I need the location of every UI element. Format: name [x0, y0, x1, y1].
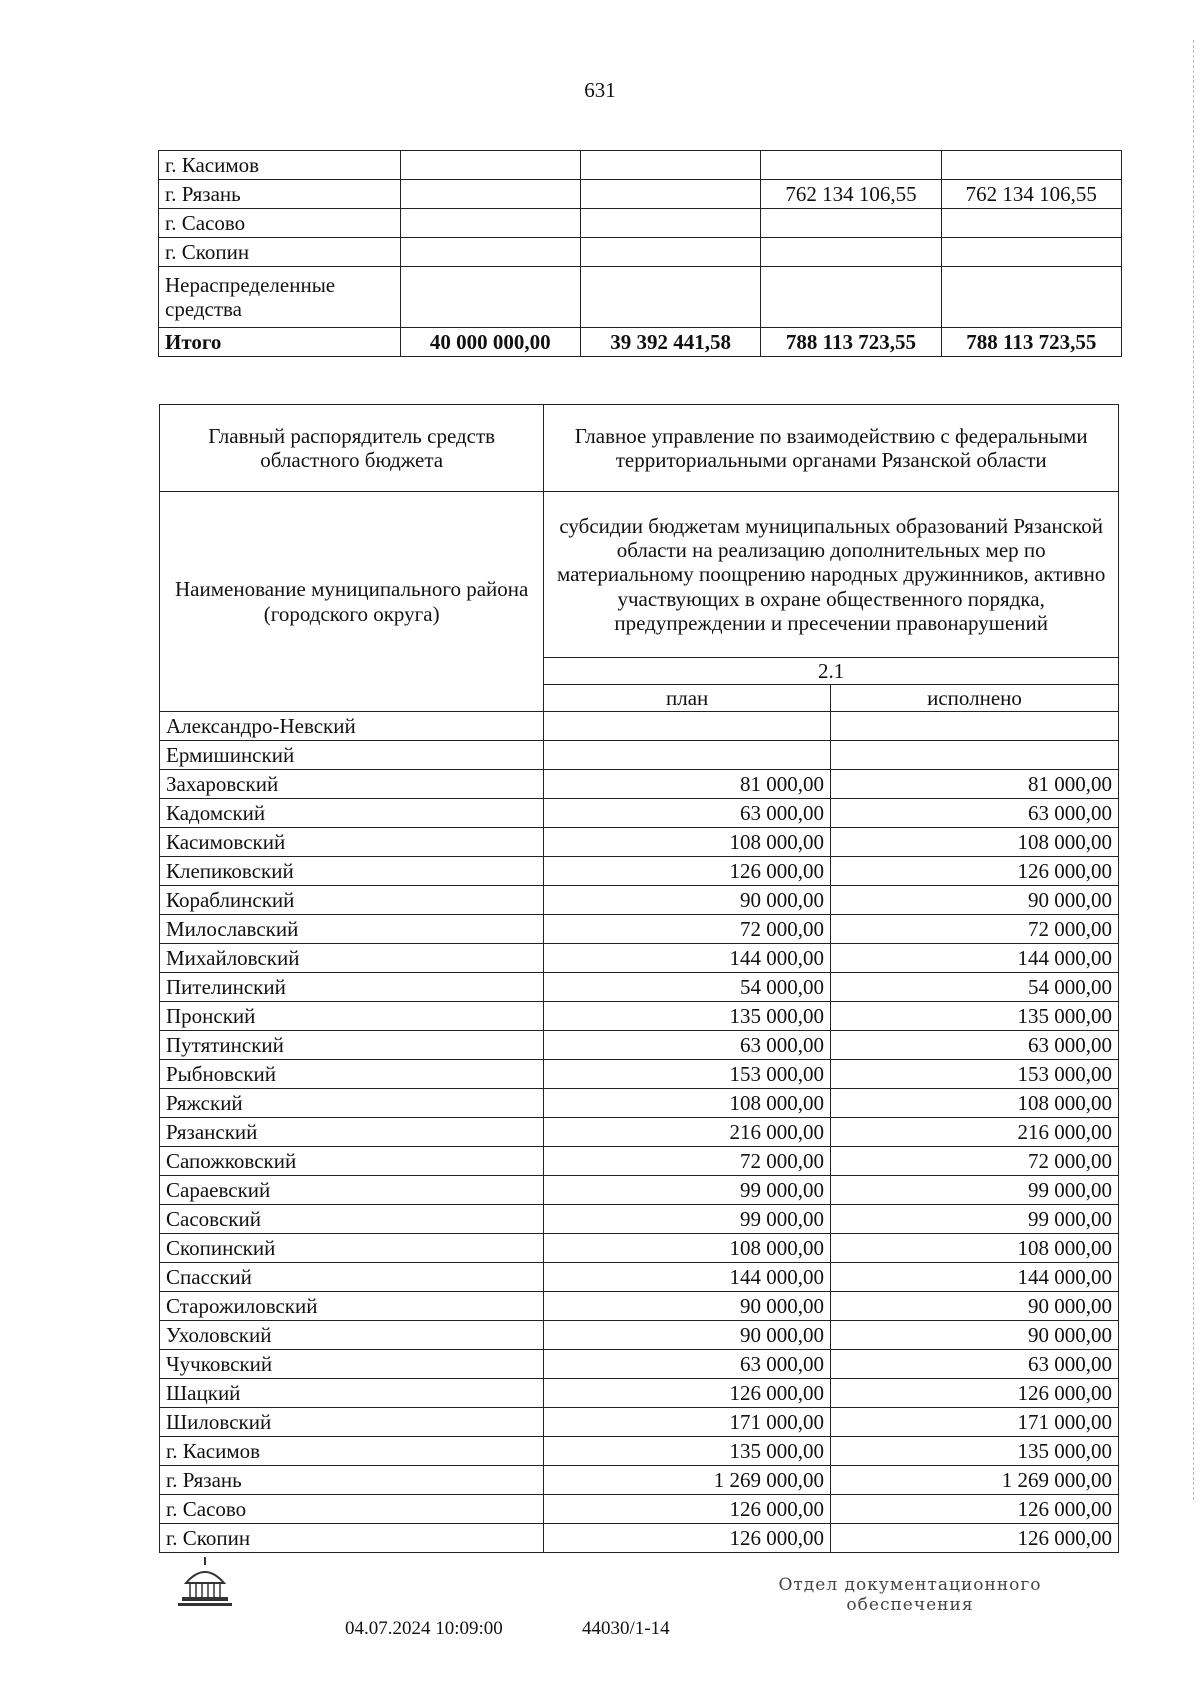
top-table-value-cell	[580, 267, 760, 328]
district-name-cell: Старожиловский	[160, 1292, 544, 1321]
plan-value-cell: 63 000,00	[544, 1031, 831, 1060]
district-row	[160, 799, 1119, 828]
plan-value-cell: 90 000,00	[544, 1321, 831, 1350]
done-value-cell: 126 000,00	[830, 857, 1118, 886]
header-row-subsidy	[160, 492, 1119, 658]
plan-value-cell: 135 000,00	[544, 1437, 831, 1466]
top-table-row	[159, 267, 1122, 328]
plan-value-cell: 153 000,00	[544, 1060, 831, 1089]
top-table-total-row	[159, 328, 1122, 357]
plan-value-cell: 108 000,00	[544, 828, 831, 857]
done-value-cell: 54 000,00	[830, 973, 1118, 1002]
top-table-value-cell	[761, 151, 941, 180]
district-name-cell: Клепиковский	[160, 857, 544, 886]
top-table-name-cell: Итого	[159, 328, 401, 357]
header-row-administrator	[160, 405, 1119, 492]
done-value-cell	[830, 741, 1118, 770]
district-row	[160, 770, 1119, 799]
done-value-cell: 90 000,00	[830, 886, 1118, 915]
plan-value-cell: 81 000,00	[544, 770, 831, 799]
done-value-cell: 126 000,00	[830, 1495, 1118, 1524]
top-table-value-cell: 762 134 106,55	[941, 180, 1121, 209]
district-row	[160, 886, 1119, 915]
top-table	[158, 150, 1122, 357]
done-value-cell: 126 000,00	[830, 1379, 1118, 1408]
plan-value-cell	[544, 741, 831, 770]
done-value-cell: 144 000,00	[830, 1263, 1118, 1292]
district-row	[160, 1379, 1119, 1408]
top-table-value-cell	[400, 180, 580, 209]
top-table-value-cell	[580, 180, 760, 209]
top-table-value-cell	[400, 209, 580, 238]
district-name-cell: г. Сасово	[160, 1495, 544, 1524]
plan-value-cell: 99 000,00	[544, 1176, 831, 1205]
plan-value-cell: 99 000,00	[544, 1205, 831, 1234]
top-table-value-cell	[580, 209, 760, 238]
district-name-cell: Сасовский	[160, 1205, 544, 1234]
top-table-row	[159, 180, 1122, 209]
head-subsidy-description: субсидии бюджетам муниципальных образований Рязанской области на реализацию дополнительных мер по материальному поощрению народных дружинников, активно участвующих в охране общественного порядка, предупреждении и пресечении правонарушений	[544, 492, 1119, 658]
done-value-cell: 153 000,00	[830, 1060, 1118, 1089]
district-name-cell: Михайловский	[160, 944, 544, 973]
head-administrator-value: Главное управление по взаимодействию с федеральными территориальными органами Рязанской области	[544, 405, 1119, 492]
top-table-row	[159, 209, 1122, 238]
plan-value-cell: 216 000,00	[544, 1118, 831, 1147]
plan-value-cell: 63 000,00	[544, 799, 831, 828]
district-name-cell: Спасский	[160, 1263, 544, 1292]
district-name-cell: г. Касимов	[160, 1437, 544, 1466]
done-value-cell: 72 000,00	[830, 915, 1118, 944]
page-number: 631	[584, 78, 616, 102]
head-plan: план	[544, 685, 831, 712]
plan-value-cell: 126 000,00	[544, 1379, 831, 1408]
district-name-cell: Кораблинский	[160, 886, 544, 915]
district-name-cell: г. Рязань	[160, 1466, 544, 1495]
district-name-cell: Сапожковский	[160, 1147, 544, 1176]
plan-value-cell: 108 000,00	[544, 1089, 831, 1118]
district-name-cell: Касимовский	[160, 828, 544, 857]
top-table-name-cell: Нераспределенные средства	[159, 267, 401, 328]
footer-datetime: 04.07.2024 10:09:00	[345, 1618, 503, 1639]
done-value-cell: 108 000,00	[830, 828, 1118, 857]
done-value-cell: 216 000,00	[830, 1118, 1118, 1147]
district-row	[160, 1147, 1119, 1176]
district-name-cell: Сараевский	[160, 1176, 544, 1205]
district-name-cell: Кадомский	[160, 799, 544, 828]
district-name-cell: Рязанский	[160, 1118, 544, 1147]
top-table-value-cell: 40 000 000,00	[400, 328, 580, 357]
district-row	[160, 1234, 1119, 1263]
plan-value-cell	[544, 712, 831, 741]
district-row	[160, 944, 1119, 973]
done-value-cell	[830, 712, 1118, 741]
top-table-value-cell	[761, 238, 941, 267]
plan-value-cell: 108 000,00	[544, 1234, 831, 1263]
plan-value-cell: 144 000,00	[544, 944, 831, 973]
district-row	[160, 1524, 1119, 1553]
district-row	[160, 1321, 1119, 1350]
district-row	[160, 712, 1119, 741]
district-row	[160, 1408, 1119, 1437]
top-table-value-cell	[941, 238, 1121, 267]
top-table-value-cell	[941, 209, 1121, 238]
head-done: исполнено	[830, 685, 1118, 712]
district-name-cell: Александро-Невский	[160, 712, 544, 741]
done-value-cell: 144 000,00	[830, 944, 1118, 973]
district-row	[160, 1437, 1119, 1466]
plan-value-cell: 72 000,00	[544, 915, 831, 944]
top-table-value-cell: 762 134 106,55	[761, 180, 941, 209]
done-value-cell: 63 000,00	[830, 799, 1118, 828]
done-value-cell: 171 000,00	[830, 1408, 1118, 1437]
head-administrator-label: Главный распорядитель средств областного бюджета	[160, 405, 544, 492]
scan-edge-marks	[1193, 40, 1200, 1500]
done-value-cell: 126 000,00	[830, 1524, 1118, 1553]
plan-value-cell: 144 000,00	[544, 1263, 831, 1292]
district-name-cell: г. Скопин	[160, 1524, 544, 1553]
district-row	[160, 1350, 1119, 1379]
top-table-value-cell	[761, 209, 941, 238]
plan-value-cell: 126 000,00	[544, 857, 831, 886]
top-table-name-cell: г. Сасово	[159, 209, 401, 238]
plan-value-cell: 171 000,00	[544, 1408, 831, 1437]
district-row	[160, 1089, 1119, 1118]
top-table-row	[159, 151, 1122, 180]
done-value-cell: 90 000,00	[830, 1292, 1118, 1321]
district-name-cell: Путятинский	[160, 1031, 544, 1060]
top-table-value-cell	[400, 267, 580, 328]
plan-value-cell: 54 000,00	[544, 973, 831, 1002]
top-table-body	[159, 151, 1122, 357]
district-name-cell: Пронский	[160, 1002, 544, 1031]
top-table-value-cell	[580, 151, 760, 180]
district-row	[160, 1002, 1119, 1031]
district-row	[160, 857, 1119, 886]
done-value-cell: 108 000,00	[830, 1234, 1118, 1263]
district-name-cell: Ухоловский	[160, 1321, 544, 1350]
top-table-name-cell: г. Касимов	[159, 151, 401, 180]
done-value-cell: 99 000,00	[830, 1176, 1118, 1205]
plan-value-cell: 90 000,00	[544, 886, 831, 915]
district-name-cell: Ряжский	[160, 1089, 544, 1118]
district-row	[160, 1176, 1119, 1205]
district-name-cell: Рыбновский	[160, 1060, 544, 1089]
top-table-value-cell	[941, 151, 1121, 180]
duma-logo-icon	[172, 1553, 238, 1609]
top-table-name-cell: г. Рязань	[159, 180, 401, 209]
district-row	[160, 828, 1119, 857]
district-row	[160, 1466, 1119, 1495]
main-table-body	[160, 405, 1119, 1553]
top-table-value-cell	[400, 151, 580, 180]
district-row	[160, 1263, 1119, 1292]
district-name-cell: Скопинский	[160, 1234, 544, 1263]
district-row	[160, 1292, 1119, 1321]
done-value-cell: 108 000,00	[830, 1089, 1118, 1118]
district-row	[160, 1031, 1119, 1060]
district-row	[160, 1205, 1119, 1234]
done-value-cell: 99 000,00	[830, 1205, 1118, 1234]
department-stamp: Отдел документационного обеспечения	[778, 1575, 1042, 1615]
top-table-value-cell	[761, 267, 941, 328]
done-value-cell: 72 000,00	[830, 1147, 1118, 1176]
footer-doc-number: 44030/1-14	[582, 1618, 670, 1639]
top-table-row	[159, 238, 1122, 267]
top-table-name-cell: г. Скопин	[159, 238, 401, 267]
district-row	[160, 1118, 1119, 1147]
district-row	[160, 973, 1119, 1002]
top-table-value-cell	[400, 238, 580, 267]
plan-value-cell: 72 000,00	[544, 1147, 831, 1176]
district-row	[160, 1060, 1119, 1089]
district-row	[160, 1495, 1119, 1524]
plan-value-cell: 63 000,00	[544, 1350, 831, 1379]
district-row	[160, 741, 1119, 770]
plan-value-cell: 126 000,00	[544, 1495, 831, 1524]
district-name-cell: Шиловский	[160, 1408, 544, 1437]
done-value-cell: 90 000,00	[830, 1321, 1118, 1350]
done-value-cell: 135 000,00	[830, 1002, 1118, 1031]
district-row	[160, 915, 1119, 944]
done-value-cell: 63 000,00	[830, 1350, 1118, 1379]
head-district-label: Наименование муниципального района (городского округа)	[160, 492, 544, 712]
head-code: 2.1	[544, 658, 1119, 685]
district-name-cell: Пителинский	[160, 973, 544, 1002]
done-value-cell: 63 000,00	[830, 1031, 1118, 1060]
district-name-cell: Милославский	[160, 915, 544, 944]
plan-value-cell: 135 000,00	[544, 1002, 831, 1031]
district-name-cell: Чучковский	[160, 1350, 544, 1379]
plan-value-cell: 90 000,00	[544, 1292, 831, 1321]
plan-value-cell: 1 269 000,00	[544, 1466, 831, 1495]
top-table-value-cell: 39 392 441,58	[580, 328, 760, 357]
top-table-value-cell	[941, 267, 1121, 328]
main-table	[159, 404, 1119, 1553]
plan-value-cell: 126 000,00	[544, 1524, 831, 1553]
district-name-cell: Ермишинский	[160, 741, 544, 770]
district-name-cell: Шацкий	[160, 1379, 544, 1408]
top-table-value-cell	[580, 238, 760, 267]
top-table-value-cell: 788 113 723,55	[941, 328, 1121, 357]
done-value-cell: 81 000,00	[830, 770, 1118, 799]
done-value-cell: 135 000,00	[830, 1437, 1118, 1466]
done-value-cell: 1 269 000,00	[830, 1466, 1118, 1495]
top-table-value-cell: 788 113 723,55	[761, 328, 941, 357]
district-name-cell: Захаровский	[160, 770, 544, 799]
